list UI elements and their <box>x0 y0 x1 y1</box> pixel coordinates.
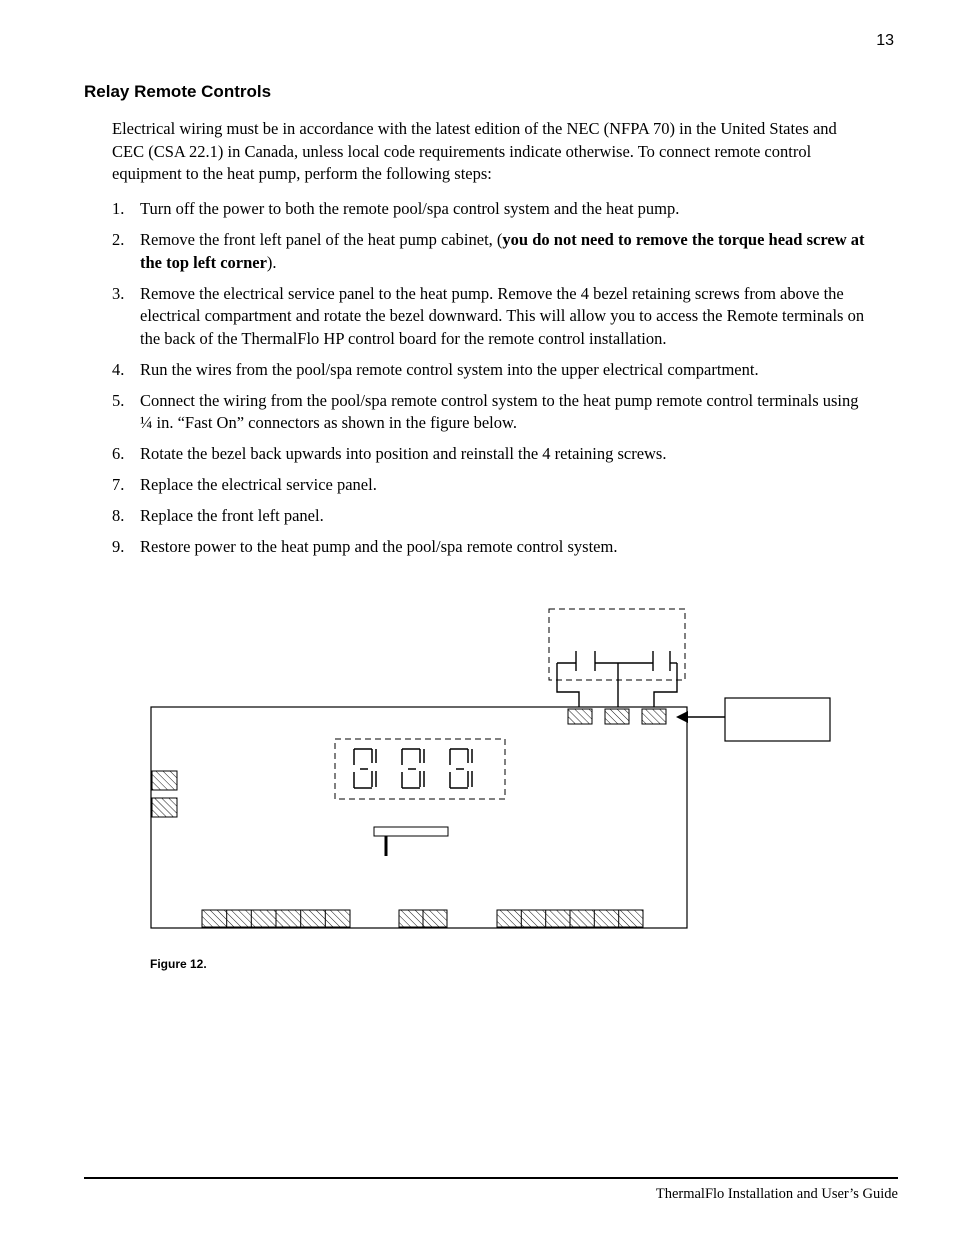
step-number: 2. <box>112 230 125 249</box>
step-number: 6. <box>112 444 125 463</box>
step-item <box>112 229 872 274</box>
seven-segment-display-icon <box>335 739 505 799</box>
step-item <box>112 443 872 466</box>
section-heading: Relay Remote Controls <box>84 82 272 101</box>
step-text-before: Remove the front left panel of the heat pump cabinet, ( <box>140 230 503 249</box>
step-text: Connect the wiring from the pool/spa remote control system to the heat pump remote control terminals using ¼ in. “Fast On” connectors as shown in the figure below. <box>140 390 859 432</box>
terminal-block-icon <box>568 709 666 724</box>
arrow-icon <box>676 711 725 723</box>
step-text: Turn off the power to both the remote pool/spa control system and the heat pump. <box>140 199 680 218</box>
footer-text: ThermalFlo Installation and User’s Guide <box>655 1186 898 1202</box>
control-board <box>151 707 687 928</box>
step-text <box>140 229 872 274</box>
intro-paragraph: Electrical wiring must be in accordance with the latest edition of the NEC (NFPA 70) in the United States and CEC (CSA 22.1) in Canada, unless local code requirements indicate otherwise. To connect remote control equipment to the heat pump, perform the following steps: <box>112 119 837 183</box>
step-text: Replace the front left panel. <box>140 506 324 525</box>
step-number: 9. <box>112 537 125 556</box>
terminal-block-icon <box>152 771 177 817</box>
wiring-figure <box>140 600 840 945</box>
step-item <box>112 359 872 382</box>
step-item <box>112 474 872 497</box>
step-text: Restore power to the heat pump and the pool/spa remote control system. <box>140 537 618 556</box>
step-text: Remove the electrical service panel to the heat pump. Remove the 4 bezel retaining screws from above the electrical compartment and rotate the bezel downward. This will allow you to access the Remote terminals on the back of the ThermalFlo HP control board for the remote control installation. <box>140 283 865 348</box>
step-number: 8. <box>112 506 125 525</box>
remote-label-box <box>725 698 830 741</box>
step-text-after: ). <box>266 252 277 272</box>
figure-caption: Figure 12. <box>150 957 207 971</box>
step-text: Run the wires from the pool/spa remote control system into the upper electrical compartment. <box>140 359 759 379</box>
page-number: 13 <box>876 32 894 49</box>
step-number: 7. <box>112 475 125 494</box>
relay-contacts-icon <box>549 609 685 707</box>
step-number: 1. <box>112 199 125 218</box>
step-text: Rotate the bezel back upwards into position and reinstall the 4 retaining screws. <box>140 444 667 463</box>
step-text: Replace the electrical service panel. <box>140 475 377 494</box>
step-number: 4. <box>112 359 125 379</box>
footer-rule <box>84 1177 898 1179</box>
step-item <box>112 390 872 435</box>
step-item <box>112 536 872 559</box>
steps-list <box>112 198 872 567</box>
step-number: 3. <box>112 283 125 303</box>
board-header <box>374 827 448 856</box>
step-number: 5. <box>112 390 125 410</box>
step-item <box>112 505 872 528</box>
terminal-block-icon <box>202 910 643 927</box>
step-item <box>112 283 872 351</box>
step-item <box>112 198 872 221</box>
step-text-bold: you do not need to remove the torque head screw at the top left corner <box>140 230 865 272</box>
